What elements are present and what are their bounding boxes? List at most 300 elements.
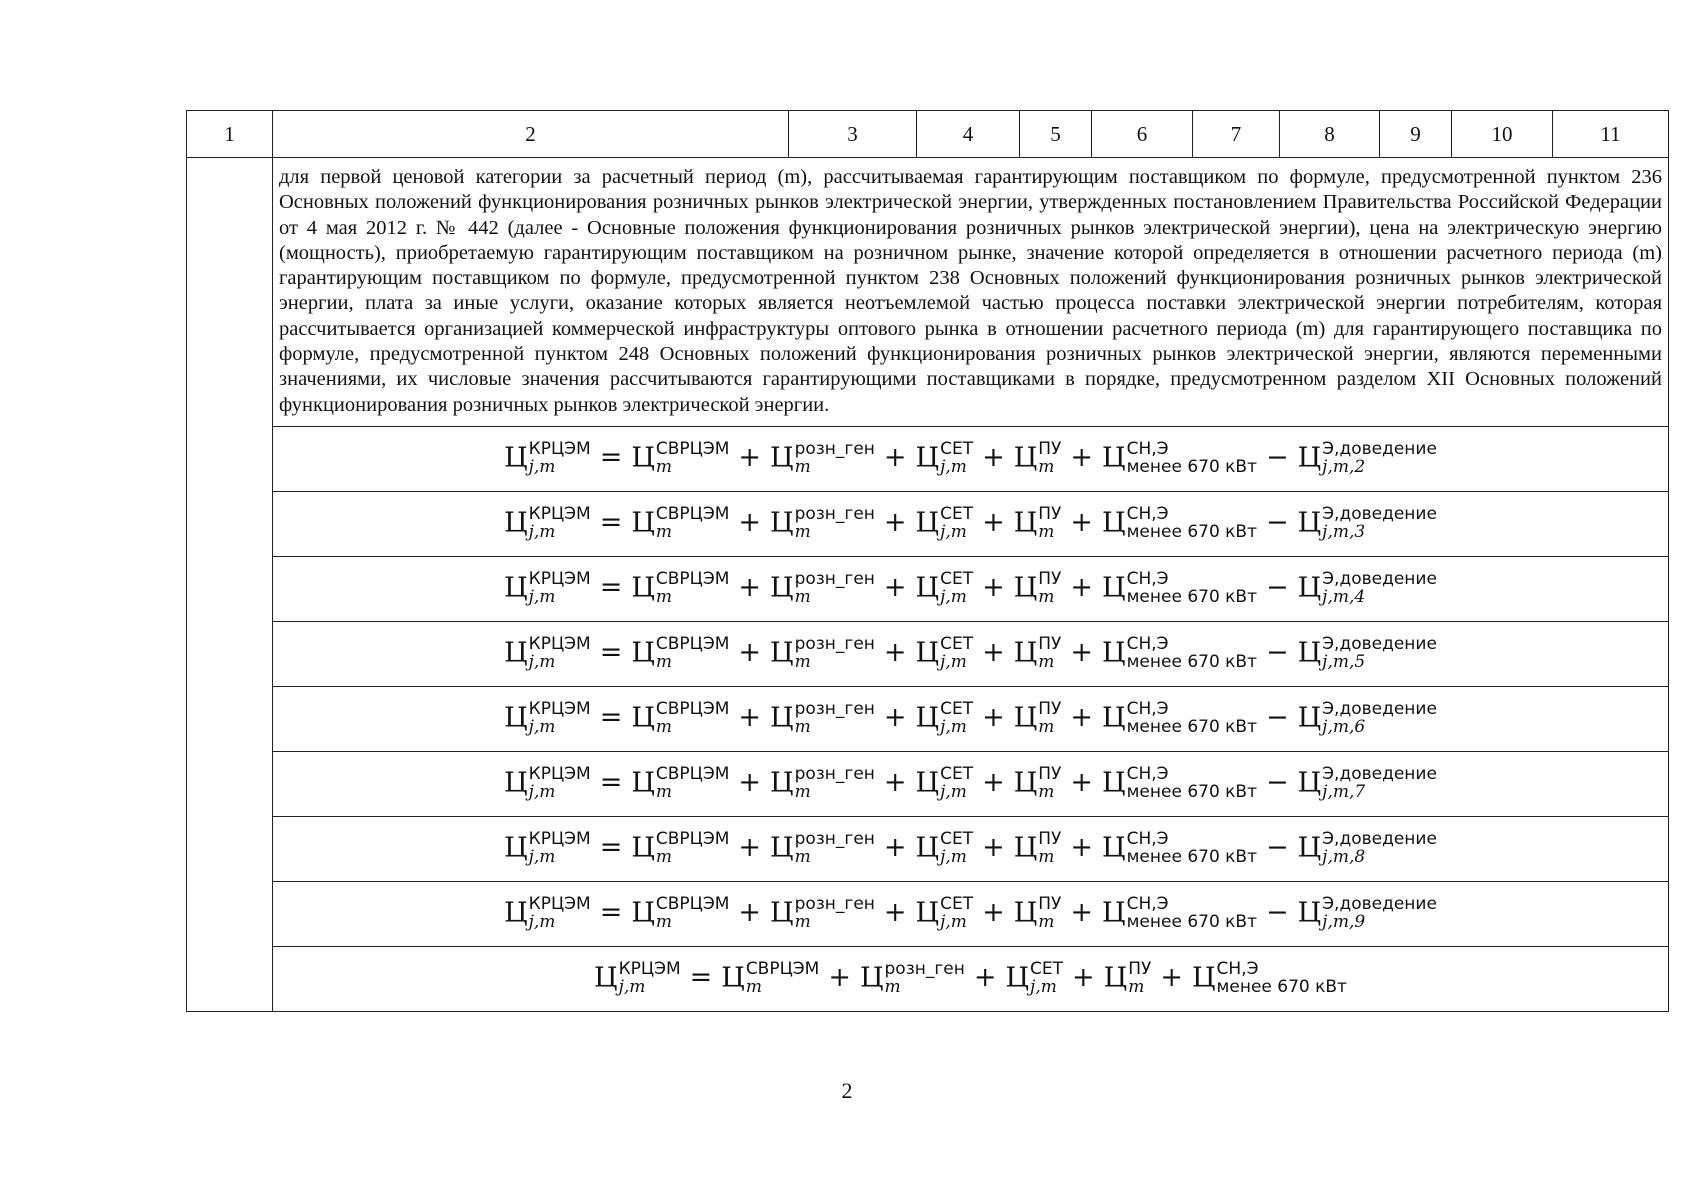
price-term	[1298, 831, 1437, 867]
formula-operator: +	[738, 767, 762, 799]
term-scripts	[795, 506, 875, 542]
term-subscript: менее 670 кВт	[1216, 976, 1347, 997]
formula-cell	[273, 621, 1669, 686]
term-subscript: j,m	[940, 521, 967, 542]
price-term	[1014, 896, 1062, 932]
price-formula	[273, 441, 1668, 477]
term-scripts	[656, 766, 730, 802]
term-subscript: m	[884, 976, 901, 997]
price-symbol: Ц	[915, 832, 940, 864]
term-superscript: розн_ген	[794, 764, 875, 785]
term-subscript: j,m	[940, 911, 967, 932]
formula-operator: −	[1266, 897, 1289, 929]
price-symbol: Ц	[631, 897, 655, 929]
term-subscript: менее 670 кВт	[1126, 456, 1257, 477]
formula-operator: +	[982, 507, 1005, 539]
price-formula	[273, 766, 1668, 802]
term-scripts	[656, 701, 730, 737]
formula-row	[187, 816, 1669, 881]
term-superscript: СЕТ	[940, 634, 974, 655]
term-scripts	[795, 701, 875, 737]
price-symbol: Ц	[915, 702, 940, 734]
price-term	[504, 636, 591, 672]
term-superscript: ПУ	[1038, 569, 1062, 590]
price-symbol: Ц	[1102, 442, 1126, 474]
empty-first-column-cell	[187, 158, 273, 1012]
formula-cell	[273, 426, 1669, 491]
formula-operator: −	[1266, 767, 1289, 799]
term-superscript: ПУ	[1038, 634, 1062, 655]
formula-row	[187, 881, 1669, 946]
formula-operator: +	[883, 507, 907, 539]
formula-operator: +	[738, 442, 762, 474]
paragraph-row	[187, 158, 1669, 427]
term-scripts	[656, 896, 730, 932]
term-scripts	[656, 571, 730, 607]
price-term	[916, 701, 974, 737]
term-superscript: СЕТ	[940, 439, 974, 460]
column-number-row	[187, 111, 1669, 158]
term-subscript: m	[794, 781, 811, 802]
price-symbol: Ц	[721, 962, 745, 994]
term-subscript: j,m,3	[1322, 521, 1366, 542]
price-symbol: Ц	[915, 637, 940, 669]
formula-operator: −	[1266, 442, 1289, 474]
term-subscript: m	[1038, 781, 1055, 802]
price-symbol: Ц	[1297, 897, 1322, 929]
formula-operator: −	[1266, 572, 1289, 604]
term-superscript: СВРЦЭМ	[745, 959, 820, 980]
column-number-10: 10	[1452, 111, 1553, 158]
term-scripts	[1127, 831, 1257, 867]
price-formula	[273, 961, 1668, 997]
term-superscript: СВРЦЭМ	[655, 569, 730, 590]
term-subscript: менее 670 кВт	[1126, 521, 1257, 542]
term-superscript: СЕТ	[1030, 959, 1064, 980]
price-symbol: Ц	[859, 962, 884, 994]
price-symbol: Ц	[504, 572, 528, 604]
price-symbol: Ц	[1013, 767, 1038, 799]
price-symbol: Ц	[1013, 702, 1038, 734]
formula-operator: +	[982, 702, 1005, 734]
term-scripts	[1127, 766, 1257, 802]
term-subscript: m	[794, 716, 811, 737]
price-term	[631, 441, 729, 477]
price-symbol: Ц	[1102, 832, 1126, 864]
price-term	[916, 571, 974, 607]
term-subscript: j,m	[528, 846, 556, 867]
term-scripts	[746, 961, 820, 997]
term-superscript: СВРЦЭМ	[655, 439, 730, 460]
formula-operator: +	[982, 572, 1005, 604]
term-superscript: СЕТ	[940, 894, 974, 915]
price-term	[1298, 571, 1437, 607]
term-scripts	[656, 636, 730, 672]
column-number-3: 3	[789, 111, 917, 158]
price-symbol: Ц	[1192, 962, 1216, 994]
term-subscript: m	[794, 651, 811, 672]
term-subscript: m	[1038, 651, 1055, 672]
formula-operator: +	[883, 897, 907, 929]
price-term	[1014, 636, 1062, 672]
price-term	[594, 961, 681, 997]
document-table	[186, 110, 1669, 1012]
price-term	[770, 701, 875, 737]
term-scripts	[940, 571, 973, 607]
term-scripts	[795, 571, 875, 607]
term-scripts	[1322, 896, 1437, 932]
formula-operator: +	[738, 507, 762, 539]
price-symbol: Ц	[504, 442, 528, 474]
price-symbol: Ц	[504, 767, 528, 799]
term-subscript: m	[1038, 846, 1055, 867]
term-superscript: Э,доведение	[1322, 699, 1437, 720]
price-symbol: Ц	[915, 507, 940, 539]
term-scripts	[1038, 766, 1061, 802]
term-superscript: Э,доведение	[1322, 894, 1437, 915]
price-symbol: Ц	[504, 832, 528, 864]
price-symbol: Ц	[770, 442, 794, 474]
formula-row	[187, 556, 1669, 621]
term-superscript: КРЦЭМ	[528, 894, 591, 915]
formula-operator: +	[883, 442, 907, 474]
term-superscript: розн_ген	[794, 634, 875, 655]
term-subscript: j,m,6	[1322, 716, 1366, 737]
term-scripts	[1217, 961, 1347, 997]
term-subscript: j,m	[528, 651, 556, 672]
formula-operator: =	[599, 507, 623, 539]
price-formula	[273, 571, 1668, 607]
formula-row	[187, 491, 1669, 556]
formula-operator: +	[1072, 962, 1095, 994]
term-scripts	[1038, 571, 1061, 607]
price-term	[1102, 831, 1257, 867]
column-number-1: 1	[187, 111, 273, 158]
term-subscript: j,m	[528, 521, 556, 542]
formula-operator: +	[883, 767, 907, 799]
term-subscript: m	[794, 521, 811, 542]
term-superscript: Э,доведение	[1322, 764, 1437, 785]
price-symbol: Ц	[915, 572, 940, 604]
price-symbol: Ц	[1013, 507, 1038, 539]
price-symbol: Ц	[1297, 637, 1322, 669]
term-scripts	[795, 896, 875, 932]
price-symbol: Ц	[504, 702, 528, 734]
formula-operator: +	[828, 962, 851, 994]
term-subscript: j,m	[940, 716, 967, 737]
price-term	[631, 636, 729, 672]
price-symbol: Ц	[1013, 637, 1038, 669]
price-term	[770, 766, 875, 802]
price-term	[1014, 571, 1062, 607]
term-subscript: m	[655, 781, 672, 802]
term-superscript: розн_ген	[794, 504, 875, 525]
column-number-8: 8	[1280, 111, 1380, 158]
price-term	[770, 831, 875, 867]
term-subscript: менее 670 кВт	[1126, 586, 1257, 607]
price-term	[916, 506, 974, 542]
term-superscript: СЕТ	[940, 699, 974, 720]
price-symbol: Ц	[1013, 572, 1038, 604]
column-number-5: 5	[1020, 111, 1092, 158]
term-superscript: ПУ	[1038, 764, 1062, 785]
term-superscript: СВРЦЭМ	[655, 894, 730, 915]
page-number: 2	[841, 1078, 853, 1103]
term-superscript: розн_ген	[794, 829, 875, 850]
term-superscript: СН,Э	[1126, 699, 1169, 720]
term-superscript: розн_ген	[794, 439, 875, 460]
formula-operator: +	[1070, 507, 1094, 539]
term-superscript: КРЦЭМ	[528, 569, 591, 590]
term-superscript: СЕТ	[940, 764, 974, 785]
formula-operator: =	[599, 702, 623, 734]
price-symbol: Ц	[1013, 897, 1038, 929]
formula-operator: +	[738, 637, 762, 669]
term-superscript: КРЦЭМ	[528, 699, 591, 720]
term-subscript: m	[1128, 976, 1145, 997]
price-symbol: Ц	[770, 832, 794, 864]
term-superscript: КРЦЭМ	[528, 634, 591, 655]
price-term	[916, 766, 974, 802]
term-scripts	[1127, 636, 1257, 672]
term-subscript: m	[655, 846, 672, 867]
term-superscript: КРЦЭМ	[528, 829, 591, 850]
term-superscript: СВРЦЭМ	[655, 504, 730, 525]
price-symbol: Ц	[770, 702, 794, 734]
term-subscript: менее 670 кВт	[1126, 846, 1257, 867]
price-symbol: Ц	[1297, 507, 1322, 539]
price-symbol: Ц	[1297, 572, 1322, 604]
term-subscript: менее 670 кВт	[1126, 911, 1257, 932]
term-scripts	[1127, 441, 1257, 477]
column-number-7: 7	[1193, 111, 1280, 158]
term-superscript: ПУ	[1038, 439, 1062, 460]
price-term	[916, 636, 974, 672]
term-scripts	[1322, 506, 1437, 542]
term-superscript: СЕТ	[940, 569, 974, 590]
term-superscript: СН,Э	[1126, 829, 1169, 850]
term-superscript: КРЦЭМ	[528, 764, 591, 785]
term-scripts	[940, 636, 973, 672]
price-term	[860, 961, 965, 997]
formula-operator: +	[1070, 702, 1094, 734]
formula-operator: +	[738, 832, 762, 864]
term-scripts	[1127, 506, 1257, 542]
price-symbol: Ц	[915, 442, 940, 474]
term-superscript: ПУ	[1038, 504, 1062, 525]
price-symbol: Ц	[631, 507, 655, 539]
formula-operator: +	[982, 767, 1005, 799]
price-symbol: Ц	[1297, 832, 1322, 864]
term-subscript: j,m	[528, 716, 556, 737]
price-term	[1298, 896, 1437, 932]
formula-operator: +	[883, 637, 907, 669]
term-subscript: j,m,2	[1322, 456, 1366, 477]
term-scripts	[1038, 896, 1061, 932]
formula-operator: +	[738, 702, 762, 734]
formula-operator: +	[1070, 832, 1094, 864]
price-term	[721, 961, 819, 997]
formula-operator: +	[982, 442, 1005, 474]
formula-cell	[273, 556, 1669, 621]
price-term	[631, 701, 729, 737]
formula-operator: +	[973, 962, 997, 994]
term-superscript: СН,Э	[1126, 634, 1169, 655]
term-scripts	[1030, 961, 1063, 997]
term-scripts	[1322, 636, 1437, 672]
term-scripts	[1322, 441, 1437, 477]
term-subscript: j,m	[528, 456, 556, 477]
formula-cell	[273, 491, 1669, 556]
price-symbol: Ц	[631, 637, 655, 669]
term-superscript: СЕТ	[940, 829, 974, 850]
price-symbol: Ц	[770, 637, 794, 669]
term-superscript: ПУ	[1038, 894, 1062, 915]
term-superscript: СВРЦЭМ	[655, 634, 730, 655]
formula-cell	[273, 816, 1669, 881]
term-superscript: Э,доведение	[1322, 439, 1437, 460]
term-scripts	[940, 896, 973, 932]
price-symbol: Ц	[915, 767, 940, 799]
term-scripts	[656, 441, 730, 477]
price-symbol: Ц	[631, 572, 655, 604]
formula-row	[187, 946, 1669, 1011]
formula-operator: +	[883, 832, 907, 864]
formula-operator: +	[1070, 442, 1094, 474]
formula-row	[187, 751, 1669, 816]
formula-operator: +	[982, 832, 1005, 864]
price-term	[504, 441, 591, 477]
column-number-6: 6	[1092, 111, 1193, 158]
price-term	[504, 831, 591, 867]
term-superscript: ПУ	[1128, 959, 1152, 980]
term-superscript: СВРЦЭМ	[655, 764, 730, 785]
price-term	[504, 701, 591, 737]
definition-paragraph: для первой ценовой категории за расчетный период (m), рассчитываемая гарантирующим поставщиком по формуле, предусмотренной пунктом 236 Основных положений функционирования розничных рынков электрической энергии, утвержденных постановлением Правительства Российской Федерации от 4 мая 2012 г. № 442 (далее - Основные положения функционирования розничных рынков электрической энергии), цена на электрическую энергию (мощность), приобретаемую гарантирующим поставщиком на розничном рынке, значение которой определяется в отношении расчетного периода (m) гарантирующим поставщиком по формуле, предусмотренной пунктом 238 Основных положений функционирования розничных рынков электрической энергии, плата за иные услуги, оказание которых является неотъемлемой частью процесса поставки электрической энергии потребителям, которая рассчитывается организацией коммерческой инфраструктуры оптового рынка в отношении расчетного периода (m) для гарантирующего поставщика по формуле, предусмотренной пунктом 248 Основных положений функционирования розничных рынков электрической энергии, являются переменными значениями, их числовые значения рассчитываются гарантирующими поставщиками в порядке, предусмотренном разделом XII Основных положений функционирования розничных рынков электрической энергии.	[273, 158, 1669, 427]
term-subscript: m	[1038, 716, 1055, 737]
term-scripts	[940, 701, 973, 737]
term-superscript: СЕТ	[940, 504, 974, 525]
formula-operator: =	[599, 637, 623, 669]
price-term	[1102, 896, 1257, 932]
term-subscript: j,m	[528, 911, 556, 932]
term-scripts	[885, 961, 965, 997]
term-scripts	[940, 441, 973, 477]
term-scripts	[529, 636, 591, 672]
price-symbol: Ц	[770, 767, 794, 799]
term-scripts	[940, 506, 973, 542]
term-scripts	[795, 831, 875, 867]
price-symbol: Ц	[1297, 767, 1322, 799]
price-symbol: Ц	[1102, 507, 1126, 539]
term-superscript: розн_ген	[794, 569, 875, 590]
price-term	[1298, 636, 1437, 672]
price-symbol: Ц	[631, 832, 655, 864]
price-formula	[273, 831, 1668, 867]
term-subscript: j,m,7	[1322, 781, 1366, 802]
formula-operator: =	[599, 767, 623, 799]
term-scripts	[1038, 701, 1061, 737]
term-scripts	[529, 896, 591, 932]
term-scripts	[1038, 506, 1061, 542]
term-subscript: m	[655, 651, 672, 672]
term-scripts	[1038, 831, 1061, 867]
term-subscript: менее 670 кВт	[1126, 651, 1257, 672]
price-term	[631, 571, 729, 607]
price-term	[770, 571, 875, 607]
price-symbol: Ц	[1103, 962, 1128, 994]
price-symbol: Ц	[1297, 442, 1322, 474]
term-scripts	[529, 441, 591, 477]
term-superscript: КРЦЭМ	[618, 959, 681, 980]
term-superscript: СН,Э	[1126, 504, 1169, 525]
term-subscript: j,m	[940, 651, 967, 672]
formula-cell	[273, 751, 1669, 816]
formula-cell	[273, 686, 1669, 751]
price-term	[1102, 766, 1257, 802]
formula-operator: +	[1070, 897, 1094, 929]
price-term	[1102, 636, 1257, 672]
price-term	[504, 766, 591, 802]
price-term	[631, 831, 729, 867]
term-superscript: розн_ген	[794, 699, 875, 720]
price-symbol: Ц	[631, 442, 655, 474]
formula-operator: −	[1266, 507, 1289, 539]
formula-operator: +	[738, 897, 762, 929]
formula-operator: +	[982, 897, 1005, 929]
term-subscript: j,m,5	[1322, 651, 1366, 672]
term-scripts	[656, 831, 730, 867]
term-superscript: КРЦЭМ	[528, 439, 591, 460]
price-term	[504, 571, 591, 607]
price-symbol: Ц	[770, 897, 794, 929]
price-term	[916, 441, 974, 477]
term-superscript: СН,Э	[1126, 894, 1169, 915]
formula-operator: +	[738, 572, 762, 604]
price-term	[770, 636, 875, 672]
term-scripts	[656, 506, 730, 542]
column-number-4: 4	[917, 111, 1020, 158]
term-subscript: m	[655, 456, 672, 477]
term-superscript: ПУ	[1038, 699, 1062, 720]
term-superscript: СН,Э	[1216, 959, 1259, 980]
term-subscript: j,m	[940, 456, 967, 477]
term-scripts	[940, 831, 973, 867]
price-term	[504, 506, 591, 542]
term-subscript: менее 670 кВт	[1126, 716, 1257, 737]
formula-row	[187, 426, 1669, 491]
term-superscript: СН,Э	[1126, 764, 1169, 785]
term-subscript: m	[745, 976, 762, 997]
term-superscript: КРЦЭМ	[528, 504, 591, 525]
term-superscript: ПУ	[1038, 829, 1062, 850]
price-symbol: Ц	[504, 897, 528, 929]
term-scripts	[795, 636, 875, 672]
price-term	[1298, 766, 1437, 802]
price-symbol: Ц	[770, 572, 794, 604]
term-subscript: m	[794, 586, 811, 607]
price-symbol: Ц	[1102, 702, 1126, 734]
term-scripts	[1127, 701, 1257, 737]
price-symbol: Ц	[1013, 832, 1038, 864]
price-term	[1102, 571, 1257, 607]
formula-row	[187, 686, 1669, 751]
price-term	[1104, 961, 1152, 997]
price-symbol: Ц	[1102, 897, 1126, 929]
price-term	[1014, 506, 1062, 542]
price-term	[1014, 441, 1062, 477]
term-scripts	[795, 766, 875, 802]
